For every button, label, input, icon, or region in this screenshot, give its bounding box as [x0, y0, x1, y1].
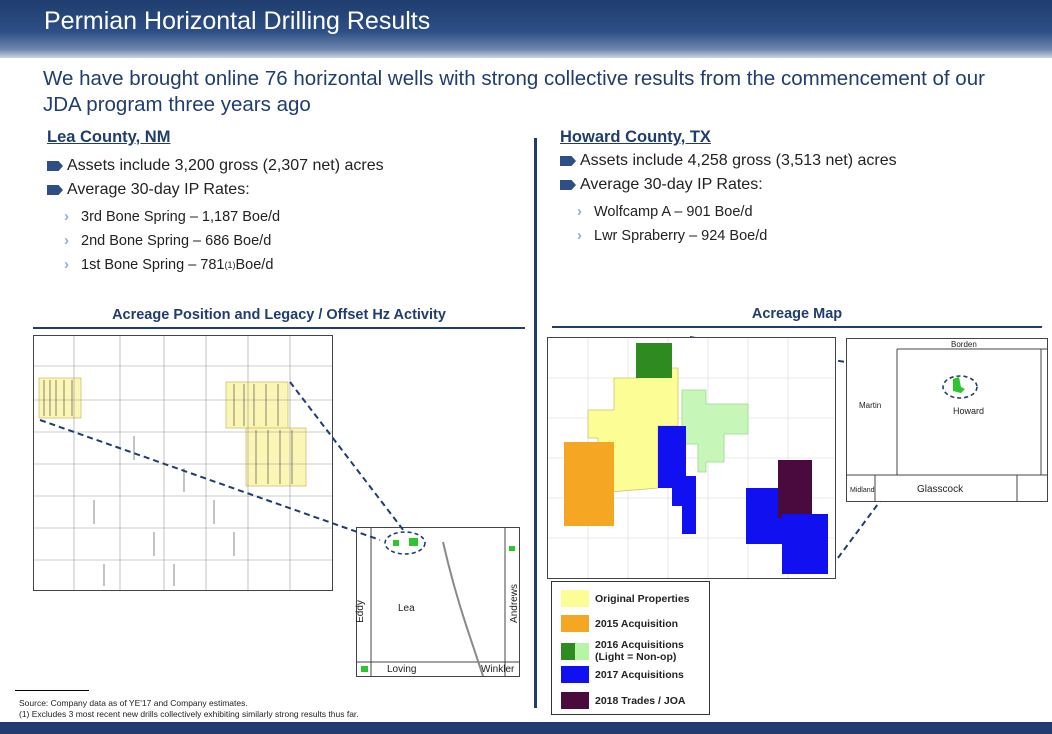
howard-sub-wolfcamp-text: Wolfcamp A – 901 Boe/d — [594, 203, 753, 220]
borden-label: Borden — [951, 340, 977, 349]
glasscock-label: Glasscock — [917, 484, 964, 495]
eddy-label: Eddy — [354, 600, 366, 623]
legend-2016 — [561, 639, 684, 663]
legend-label-2016-line2: (Light = Non-op) — [595, 651, 677, 663]
legend-label-2017: 2017 Acquisitions — [595, 668, 684, 681]
page-title: Permian Horizontal Drilling Results — [44, 7, 431, 35]
howard-acreage-map — [547, 337, 836, 579]
howard-county-heading: Howard County, TX — [560, 128, 711, 146]
lea-sub-1st-bone-text: 1st Bone Spring – 781 — [81, 256, 225, 273]
howard-sub-spraberry-text: Lwr Spraberry – 924 Boe/d — [594, 227, 768, 244]
legend-2015 — [561, 615, 678, 632]
howard-inset-drawing — [847, 339, 1047, 501]
howard-county-inset — [846, 338, 1048, 502]
lea-sub-3rd-bone-text: 3rd Bone Spring – 1,187 Boe/d — [81, 208, 281, 225]
legend-swatch-orange — [561, 615, 589, 632]
right-map-rule — [552, 326, 1042, 328]
footnote-rule — [15, 690, 89, 691]
chevron-right-icon: › — [577, 203, 582, 220]
legend-swatch-green — [561, 643, 589, 660]
footnote-marker: (1) — [224, 259, 236, 270]
legend-label-2016-line1: 2016 Acquisitions — [595, 639, 684, 651]
legend-label-original: Original Properties — [595, 592, 690, 605]
midland-label: Midland — [850, 487, 875, 494]
legend-label-2015: 2015 Acquisition — [595, 617, 679, 630]
legend-swatch-purple — [561, 692, 589, 709]
chevron-right-icon: › — [577, 227, 582, 244]
lea-bullet-acres-text: Assets include 3,200 gross (2,307 net) acres — [67, 157, 384, 174]
legend-2018 — [561, 692, 685, 709]
lea-sub-1st-bone-unit: Boe/d — [235, 256, 274, 273]
chevron-right-icon: › — [64, 232, 69, 249]
lea-county-heading: Lea County, NM — [47, 128, 171, 146]
andrews-label: Andrews — [508, 584, 520, 623]
howard-bullet-acres-text: Assets include 4,258 gross (3,513 net) acres — [580, 152, 897, 169]
chevron-right-icon: › — [64, 208, 69, 225]
legend-2017 — [561, 666, 684, 683]
footnote-source: Source: Company data as of YE'17 and Company estimates. — [19, 698, 248, 708]
lea-bullet-ip-text: Average 30-day IP Rates: — [67, 181, 250, 198]
legend-label-2016 — [595, 639, 684, 663]
lea-sub-2nd-bone-text: 2nd Bone Spring – 686 Boe/d — [81, 232, 272, 249]
howard-label: Howard — [953, 406, 985, 416]
howard-acreage-map-drawing — [548, 338, 835, 578]
left-map-title: Acreage Position and Legacy / Offset Hz Activity — [112, 307, 446, 323]
right-map-title: Acreage Map — [751, 306, 843, 322]
legend-original — [561, 590, 690, 607]
howard-bullet-ip-text: Average 30-day IP Rates: — [580, 176, 763, 193]
bottom-bar — [0, 722, 1052, 734]
footnote-1: (1) Excludes 3 most recent new drills collectively exhibiting similarly strong results thus far. — [19, 709, 359, 719]
subtitle: We have brought online 76 horizontal wells with strong collective results from the commencement of our JDA program three years ago — [43, 67, 985, 116]
loving-label: Loving — [387, 664, 417, 675]
legend-label-2018: 2018 Trades / JOA — [595, 694, 686, 707]
legend-swatch-yellow — [561, 590, 589, 607]
legend-swatch-blue — [561, 666, 589, 683]
winkler-label: Winkler — [481, 664, 515, 675]
chevron-right-icon: › — [64, 256, 69, 273]
lea-label: Lea — [398, 603, 415, 614]
map-legend — [551, 581, 710, 715]
martin-label: Martin — [859, 401, 882, 410]
